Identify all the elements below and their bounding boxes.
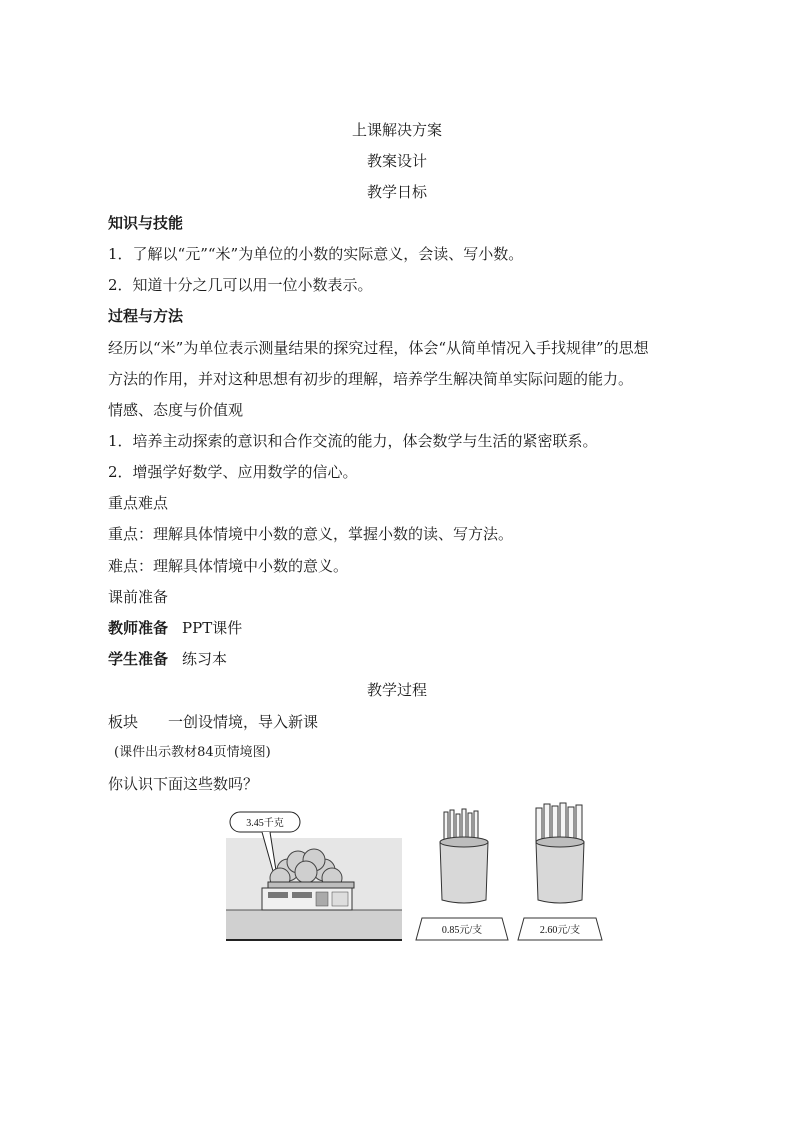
- textbook-illustration: [226, 800, 606, 945]
- difficult-point: 难点：理解具体情境中小数的意义。: [108, 557, 349, 575]
- price-tag-label: 0.85元/支: [441, 925, 483, 936]
- sec2-paragraph-line: 经历以“米”为单位表示测量结果的探究过程，体会“从简单情况入手找规律”的思想: [108, 339, 649, 357]
- doc-subtitle: 教案设计: [366, 152, 427, 170]
- block-title: 一创设情境，导入新课: [168, 713, 319, 731]
- sec2-paragraph-line: 方法的作用，并对这种思想有初步的理解，培养学生解决简单实际问题的能力。: [108, 370, 634, 388]
- price-tag-label: 2.60元/支: [539, 925, 581, 936]
- prep-heading: 课前准备: [108, 588, 169, 606]
- sec3-item: 2．增强学好数学、应用数学的信心。: [108, 463, 358, 481]
- student-prep-label: 学生准备: [108, 650, 169, 668]
- sec3-item: 1．培养主动探索的意识和合作交流的能力，体会数学与生活的紧密联系。: [108, 432, 598, 450]
- sec1-item: 2．知道十分之几可以用一位小数表示。: [108, 276, 373, 294]
- teacher-prep-label: 教师准备: [108, 619, 169, 637]
- scale-icon: [262, 882, 354, 910]
- question-line: 你认识下面这些数吗？: [108, 775, 259, 793]
- goals-heading: 教学日标: [366, 183, 427, 201]
- pencil-cup-icon: [440, 809, 488, 903]
- price-tag: [416, 918, 508, 940]
- student-prep-value: 练习本: [182, 650, 228, 668]
- block-label: 板块: [108, 713, 139, 731]
- courseware-note: (课件出示教材84页情境图): [114, 745, 271, 760]
- pen-cup-icon: [536, 803, 584, 903]
- key-point: 重点：理解具体情境中小数的意义，掌握小数的读、写方法。: [108, 525, 514, 543]
- sec1-item: 1．了解以“元”“米”为单位的小数的实际意义，会读、写小数。: [108, 245, 524, 263]
- block-line: [108, 712, 318, 732]
- student-prep: [108, 649, 227, 669]
- process-heading: 教学过程: [366, 681, 427, 699]
- teacher-prep: [108, 618, 242, 638]
- sec1-heading: 知识与技能: [108, 214, 184, 232]
- weight-label: 3.45千克: [246, 818, 284, 829]
- sec3-heading: 情感、态度与价值观: [108, 401, 244, 419]
- key-heading: 重点难点: [108, 494, 169, 512]
- price-tag: [518, 918, 602, 940]
- doc-title: 上课解决方案: [351, 121, 442, 139]
- teacher-prep-value: PPT课件: [182, 619, 243, 637]
- sec2-heading: 过程与方法: [108, 307, 184, 325]
